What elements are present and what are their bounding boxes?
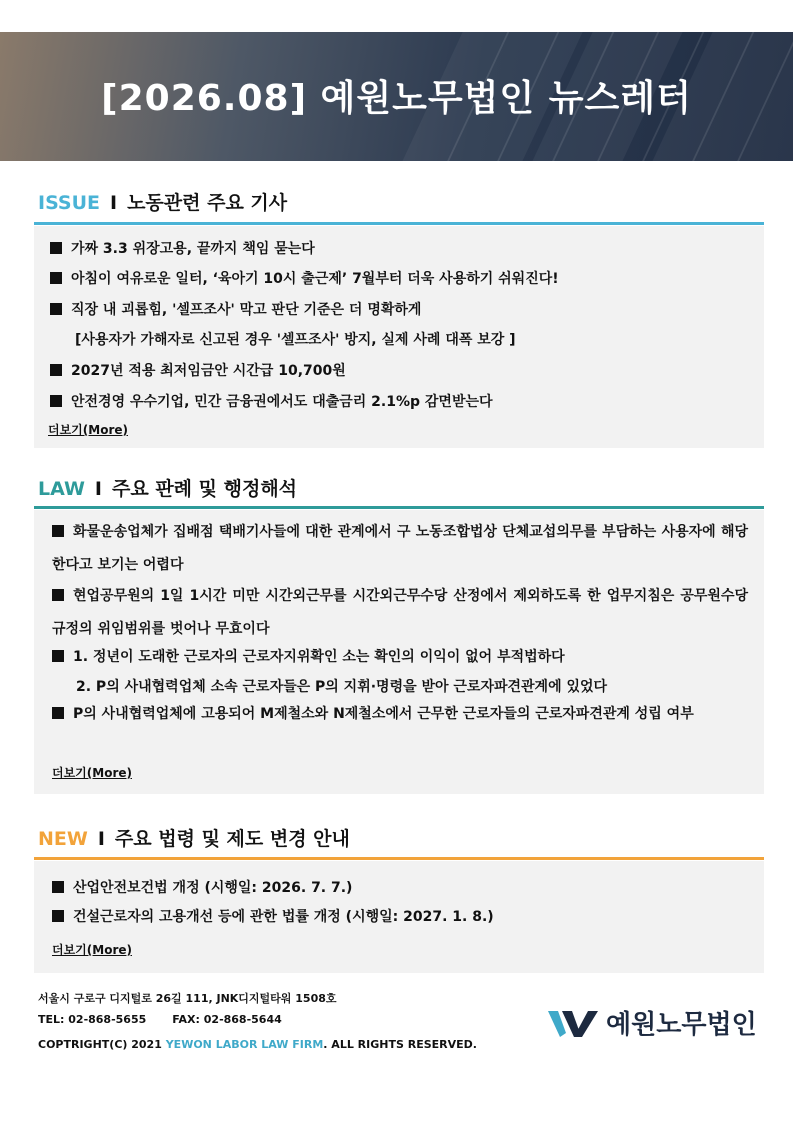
issue-item[interactable]: 안전경영 우수기업, 민간 금융권에서도 대출금리 2.1%p 감면받는다	[50, 391, 493, 411]
issue-section-heading	[38, 188, 287, 215]
square-bullet-icon	[52, 650, 64, 662]
new-item[interactable]: 건설근로자의 고용개선 등에 관한 법률 개정 (시행일: 2027. 1. 8.)	[52, 906, 494, 926]
square-bullet-icon	[50, 272, 62, 284]
new-separator: I	[97, 828, 105, 850]
issue-tag: ISSUE	[38, 192, 100, 214]
issue-rule	[34, 222, 764, 225]
footer-copyright: COPTRIGHT(C) 2021 YEWON LABOR LAW FIRM. ALL RIGHTS RESERVED.	[38, 1038, 477, 1051]
issue-title: 노동관련 주요 기사	[127, 192, 288, 214]
new-item[interactable]: 산업안전보건법 개정 (시행일: 2026. 7. 7.)	[52, 877, 352, 897]
yw-logo-icon	[548, 1007, 600, 1039]
law-more-link[interactable]: 더보기(More)	[52, 766, 132, 780]
law-tag: LAW	[38, 478, 85, 500]
logo-name: 예원노무법인	[606, 1010, 757, 1040]
header-banner	[0, 32, 793, 161]
law-item[interactable]: 1. 정년이 도래한 근로자의 근로자지위확인 소는 확인의 이익이 없어 부적법하다	[52, 646, 565, 666]
issue-more-link[interactable]: 더보기(More)	[48, 423, 128, 437]
footer-fax: FAX: 02-868-5644	[172, 1013, 282, 1026]
square-bullet-icon	[52, 525, 64, 537]
square-bullet-icon	[52, 707, 64, 719]
square-bullet-icon	[50, 242, 62, 254]
law-item[interactable]: P의 사내협력업체에 고용되어 M제철소와 N제철소에서 근무한 근로자들의 근로자파견관계 성립 여부	[52, 698, 748, 731]
square-bullet-icon	[50, 364, 62, 376]
law-sub-note: 2. P의 사내협력업체 소속 근로자들은 P의 지휘·명령을 받아 근로자파견관계에 있었다	[76, 679, 608, 695]
new-section-heading	[38, 824, 350, 851]
issue-item[interactable]: 직장 내 괴롭힘, '셀프조사' 막고 판단 기준은 더 명확하게	[50, 299, 421, 319]
footer-tel: TEL: 02-868-5655	[38, 1013, 147, 1026]
new-more-link[interactable]: 더보기(More)	[52, 943, 132, 957]
square-bullet-icon	[52, 910, 64, 922]
new-rule	[34, 857, 764, 860]
new-title: 주요 법령 및 제도 변경 안내	[114, 828, 350, 850]
law-separator: I	[94, 478, 102, 500]
law-title: 주요 판례 및 행정해석	[112, 478, 298, 500]
square-bullet-icon	[50, 395, 62, 407]
issue-item[interactable]: 2027년 적용 최저임금안 시간급 10,700원	[50, 360, 346, 380]
law-rule	[34, 506, 764, 509]
newsletter-title: [2026.08] 예원노무법인 뉴스레터	[101, 78, 692, 119]
issue-sub-note: [사용자가 가해자로 신고된 경우 '셀프조사' 방지, 실제 사례 대폭 보강 ]	[75, 332, 516, 348]
law-section-heading	[38, 474, 297, 501]
footer-contact	[38, 1013, 282, 1026]
law-item[interactable]: 현업공무원의 1일 1시간 미만 시간외근무를 시간외근무수당 산정에서 제외하도록 한 업무지침은 공무원수당규정의 위임범위를 벗어나 무효이다	[52, 588, 748, 637]
footer-address: 서울시 구로구 디지털로 26길 111, JNK디지털타워 1508호	[38, 992, 337, 1005]
square-bullet-icon	[52, 589, 64, 601]
issue-separator: I	[110, 192, 118, 214]
firm-english-name: YEWON LABOR LAW FIRM	[165, 1038, 324, 1051]
new-tag: NEW	[38, 828, 88, 850]
issue-item[interactable]: 아침이 여유로운 일터, ‘육아기 10시 출근제’ 7월부터 더욱 사용하기 쉬워진다!	[50, 268, 559, 288]
law-item[interactable]: 화물운송업체가 집배점 택배기사들에 대한 관계에서 구 노동조합법상 단체교섭의무를 부담하는 사용자에 해당한다고 보기는 어렵다	[52, 524, 748, 573]
square-bullet-icon	[52, 881, 64, 893]
square-bullet-icon	[50, 303, 62, 315]
issue-item[interactable]: 가짜 3.3 위장고용, 끝까지 책임 묻는다	[50, 238, 315, 258]
firm-logo	[548, 1004, 757, 1041]
